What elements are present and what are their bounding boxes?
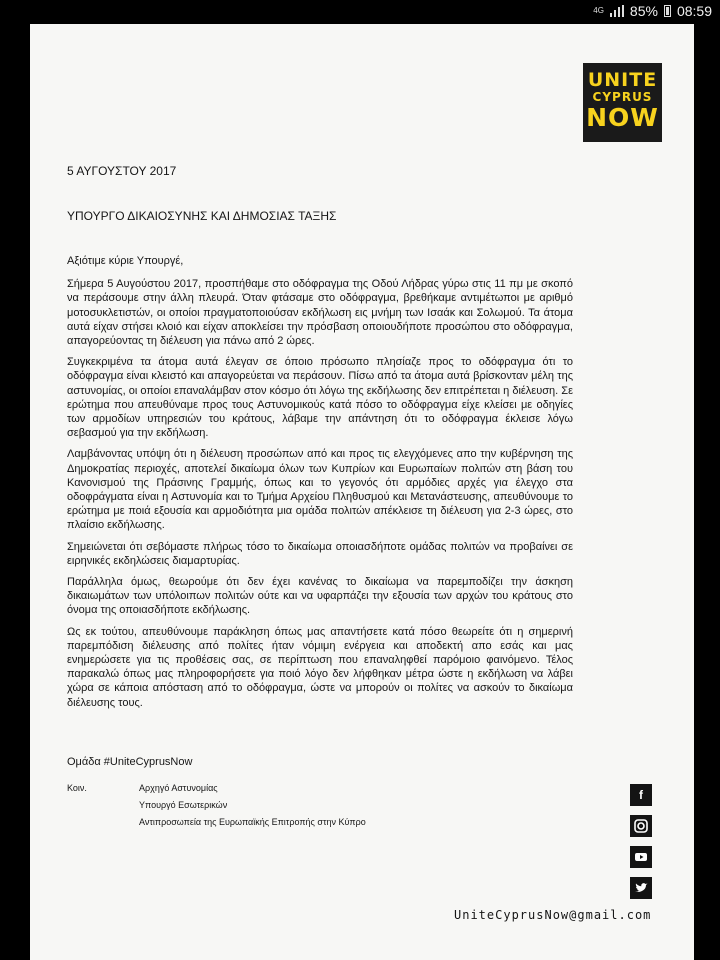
paragraph: Ως εκ τούτου, απευθύνουμε παράκληση όπως μας απαντήσετε κατά πόσο θεωρείτε ότι η σημερινή παρεμπόδιση διέλευσης από πολίτες ήταν νόμιμη ενέργεια και αποδεκτή απο εσάς και μας ενημερώσετε για τις προθέσεις σας, σε περίπτωση που επαναληφθεί παρόμοιο φαινόμενο. Τέλος παρακαλώ όπως μας πληροφορήσετε για ποιό λόγο δεν λήφθηκαν μέτρα ώστε η εκδήλωση να λάβει χώρα σε κάποια απόσταση από το οδόφραγμα, ώστε να μπορούν οι πολίτες να ασκούν το δικαίωμα διέλευσης τους. <box>67 625 573 709</box>
instagram-icon[interactable] <box>630 815 652 837</box>
letter-date: 5 ΑΥΓΟΥΣΤΟΥ 2017 <box>67 164 177 178</box>
network-type: 4G <box>593 6 604 15</box>
salutation: Αξιότιμε κύριε Υπουργέ, <box>67 255 184 267</box>
logo-line-1: UNITE <box>587 69 658 91</box>
twitter-icon[interactable] <box>630 877 652 899</box>
paragraph: Σήμερα 5 Αυγούστου 2017, προσπήθαμε στο οδόφραγμα της Οδού Λήδρας γύρω στις 11 πμ με σκοπό να περάσουμε στην άλλη πλευρά. Όταν φτάσαμε στο οδόφραγμα, βρεθήκαμε αντιμέτωποι με αριθμό μοτοσυκλετιστών, οι οποίοι πραγματοποιούσαν εκδήλωση εις μνήμη των Ισαάκ και Σολωμού. Τα άτομα αυτά είχαν στήσει κλοιό και είχαν αποκλείσει την πρόσβαση οποιουδήποτε προσώπου στο οδόφραγμα, απαγορεύοντας τη διέλευση για πάνω από 2 ώρες. <box>67 278 573 348</box>
youtube-icon[interactable] <box>630 846 652 868</box>
unite-cyprus-now-logo <box>583 63 662 142</box>
signature: Ομάδα #UniteCyprusNow <box>67 756 193 768</box>
paragraph: Λαμβάνοντας υπόψη ότι η διέλευση προσώπων από και προς τις ελεγχόμενες απο την κυβέρνηση της Δημοκρατίας περιοχές, αποτελεί δικαίωμα όλων των Κυπρίων και Ευρωπαίων πολιτών στη βάση του Κανονισμού της Πράσινης Γραμμής, όπως και το γεγονός ότι αρμόδιες αρχές για έλεγχο στα οδοφράγματα είναι η Αστυνομία και το Τμήμα Αρχείου Πληθυσμού και Μετανάστευσης, απευθύνουμε το ερώτημα με ποιά εξουσία και αρμοδιότητα μια ομάδα πολιτών απέκλεισε τη διέλευση για 2-3 ώρες, στο πλαίσιο εκδήλωσης. <box>67 448 573 532</box>
paragraph: Παράλληλα όμως, θεωρούμε ότι δεν έχει κανένας το δικαίωμα να παρεμποδίζει την άσκηση δικαιωμάτων των υπόλοιπων πολιτών ούτε και να υφαρπάζει την εξουσία των αρχών του κράτους στο όνομα της οποιασδήποτε εκδήλωσης. <box>67 576 573 617</box>
paragraph: Συγκεκριμένα τα άτομα αυτά έλεγαν σε όποιο πρόσωπο πλησίαζε προς το οδόφραγμα ότι το οδόφραγμα είναι κλειστό και απαγορεύεται να περάσουν. Πίσω από τα άτομα αυτά βρίσκονταν μέλη της αστυνομίας, οι οποίοι επαναλάμβαν στον κόσμο ότι λόγω της εκδήλωσης δεν επιτρέπεται η διέλευση. Σε ερώτημα που απευθύναμε προς τους Αστυνομικούς κατά πόσο το οδόφραγμα είχε κλείσει με οδηγίες των αρμοδίων υπηρεσιών του κράτους, λάβαμε την απάντηση ότι το οδόφραγμα έκλεισε λόγω σεβασμού για την εκδήλωση. <box>67 356 573 440</box>
letter-body <box>67 254 573 717</box>
signal-icon <box>610 5 624 17</box>
facebook-icon[interactable]: f <box>630 784 652 806</box>
letter-recipient: ΥΠΟΥΡΓΟ ΔΙΚΑΙΟΣΥΝΗΣ ΚΑΙ ΔΗΜΟΣΙΑΣ ΤΑΞΗΣ <box>67 209 337 223</box>
battery-percent: 85% <box>629 3 658 19</box>
paragraph: Σημειώνεται ότι σεβόμαστε πλήρως τόσο το δικαίωμα οποιασδήποτε ομάδας πολιτών να προβαίνει σε ειρηνικές εκδηλώσεις διαμαρτυρίας. <box>67 540 573 567</box>
logo-line-2: CYPRUS <box>592 90 653 104</box>
cc-item: Υπουργό Εσωτερικών <box>139 800 228 810</box>
letter-page <box>30 24 694 960</box>
clock: 08:59 <box>676 3 712 19</box>
logo-line-3: NOW <box>586 103 659 132</box>
status-bar <box>0 0 720 24</box>
battery-icon <box>664 5 671 17</box>
cc-label: Κοιν. <box>67 783 87 793</box>
social-icons <box>630 784 652 908</box>
cc-item: Αντιπροσωπεία της Ευρωπαϊκής Επιτροπής στην Κύπρο <box>139 817 366 827</box>
contact-email[interactable]: UniteCyprusNow@gmail.com <box>454 908 652 922</box>
cc-item: Αρχηγό Αστυνομίας <box>139 783 218 793</box>
